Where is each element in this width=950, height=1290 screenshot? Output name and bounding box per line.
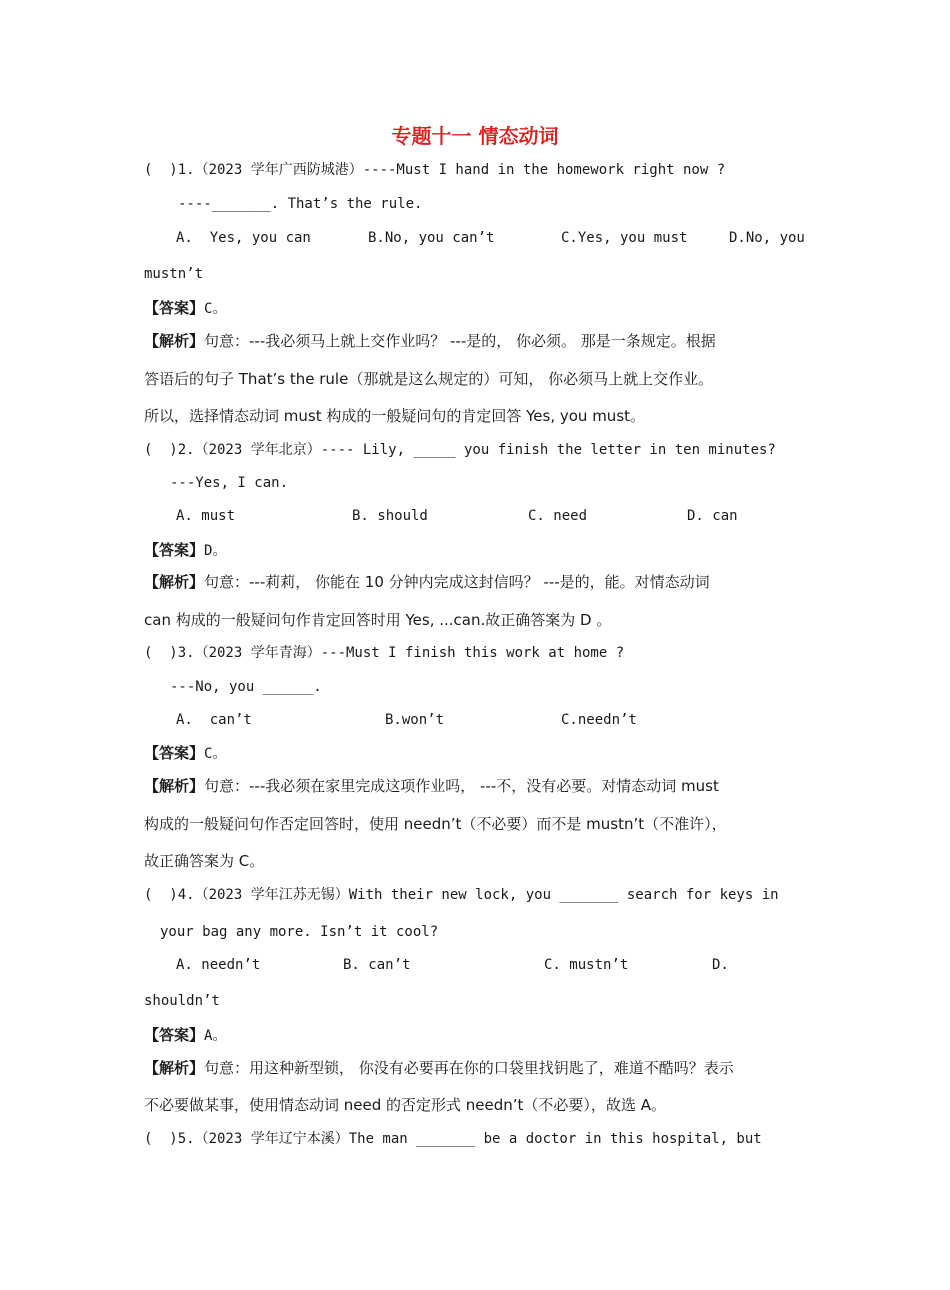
- q3-explanation-3: 故正确答案为 C。: [144, 852, 265, 870]
- q4-option-b: B. can’t: [343, 957, 411, 973]
- q3-option-b: B.won’t: [385, 712, 445, 728]
- q2-option-a: A. must: [176, 508, 236, 524]
- explanation-tag: 【解析】: [144, 1059, 205, 1077]
- q3-explanation-2: 构成的一般疑问句作否定回答时，使用 needn’t（不必要）而不是 mustn’t（不准许），: [144, 815, 727, 833]
- q2-option-c: C. need: [528, 508, 588, 524]
- q1-answer: [144, 298, 226, 319]
- q1-explanation-1: [144, 331, 716, 351]
- q4-option-d: D.: [712, 957, 729, 973]
- q4-explanation-2: 不必要做某事，使用情态动词 need 的否定形式 needn’t（不必要），故选 A。: [144, 1096, 666, 1114]
- answer-tag: 【答案】: [144, 744, 205, 762]
- q2-option-b: B. should: [352, 508, 428, 524]
- q4-option-a: A. needn’t: [176, 957, 261, 973]
- q2-stem: ( )2.（2023 学年北京）---- Lily, _____ you finish the letter in ten minutes?: [144, 442, 776, 458]
- q3-reply: ---No, you ______.: [170, 679, 322, 695]
- answer-tag: 【答案】: [144, 299, 205, 317]
- q4-option-c: C. mustn’t: [544, 957, 629, 973]
- explanation-tag: 【解析】: [144, 777, 205, 795]
- document-title: 专题十一 情态动词: [391, 124, 559, 148]
- q3-explanation-1: [144, 776, 719, 796]
- q4-explanation-1: [144, 1058, 734, 1078]
- q3-option-a: A. can’t: [176, 712, 252, 728]
- q4-explanation-text-1: 句意：用这种新型锁， 你没有必要再在你的口袋里找钥匙了，难道不酷吗？表示: [204, 1059, 734, 1077]
- q1-option-d-cont: mustn’t: [144, 266, 204, 282]
- q1-stem: ( )1.（2023 学年广西防城港）----Must I hand in the homework right now ?: [144, 162, 726, 178]
- q4-stem-cont: your bag any more. Isn’t it cool?: [160, 924, 439, 940]
- q4-option-d-cont: shouldn’t: [144, 993, 220, 1009]
- q1-explanation-3: 所以，选择情态动词 must 构成的一般疑问句的肯定回答 Yes, you must。: [144, 407, 646, 425]
- q1-explanation-2: 答语后的句子 That’s the rule（那就是这么规定的）可知， 你必须马上就上交作业。: [144, 370, 714, 388]
- q1-option-a: A. Yes, you can: [176, 230, 311, 246]
- q2-answer-value: D。: [204, 543, 227, 559]
- q1-option-c: C.Yes, you must: [561, 230, 688, 246]
- q3-stem: ( )3.（2023 学年青海）---Must I finish this work at home ?: [144, 645, 625, 661]
- q1-answer-value: C。: [204, 301, 227, 317]
- answer-tag: 【答案】: [144, 541, 205, 559]
- q1-option-b: B.No, you can’t: [368, 230, 495, 246]
- q4-answer-value: A。: [204, 1028, 227, 1044]
- q2-reply: ---Yes, I can.: [170, 475, 289, 491]
- q2-explanation-1: [144, 572, 710, 592]
- q3-explanation-text-1: 句意：---我必须在家里完成这项作业吗， ---不，没有必要。对情态动词 must: [204, 777, 719, 795]
- q2-answer: [144, 540, 226, 561]
- answer-tag: 【答案】: [144, 1026, 205, 1044]
- q3-answer-value: C。: [204, 746, 227, 762]
- q4-answer: [144, 1025, 226, 1046]
- q2-option-d: D. can: [687, 508, 738, 524]
- q3-answer: [144, 743, 226, 764]
- q2-explanation-2: can 构成的一般疑问句作肯定回答时用 Yes, ...can.故正确答案为 D 。: [144, 611, 612, 629]
- q5-stem: ( )5.（2023 学年辽宁本溪）The man _______ be a doctor in this hospital, but: [144, 1131, 762, 1147]
- q1-explanation-text-1: 句意：---我必须马上就上交作业吗？ ---是的， 你必须。 那是一条规定。根据: [204, 332, 716, 350]
- q4-stem: ( )4.（2023 学年江苏无锡）With their new lock, you _______ search for keys in: [144, 887, 779, 903]
- q1-option-d: D.No, you: [729, 230, 805, 246]
- q2-explanation-text-1: 句意：---莉莉， 你能在 10 分钟内完成这封信吗？ ---是的，能。对情态动词: [204, 573, 710, 591]
- q3-option-c: C.needn’t: [561, 712, 637, 728]
- explanation-tag: 【解析】: [144, 573, 205, 591]
- q1-reply: ----_______. That’s the rule.: [178, 196, 423, 212]
- explanation-tag: 【解析】: [144, 332, 205, 350]
